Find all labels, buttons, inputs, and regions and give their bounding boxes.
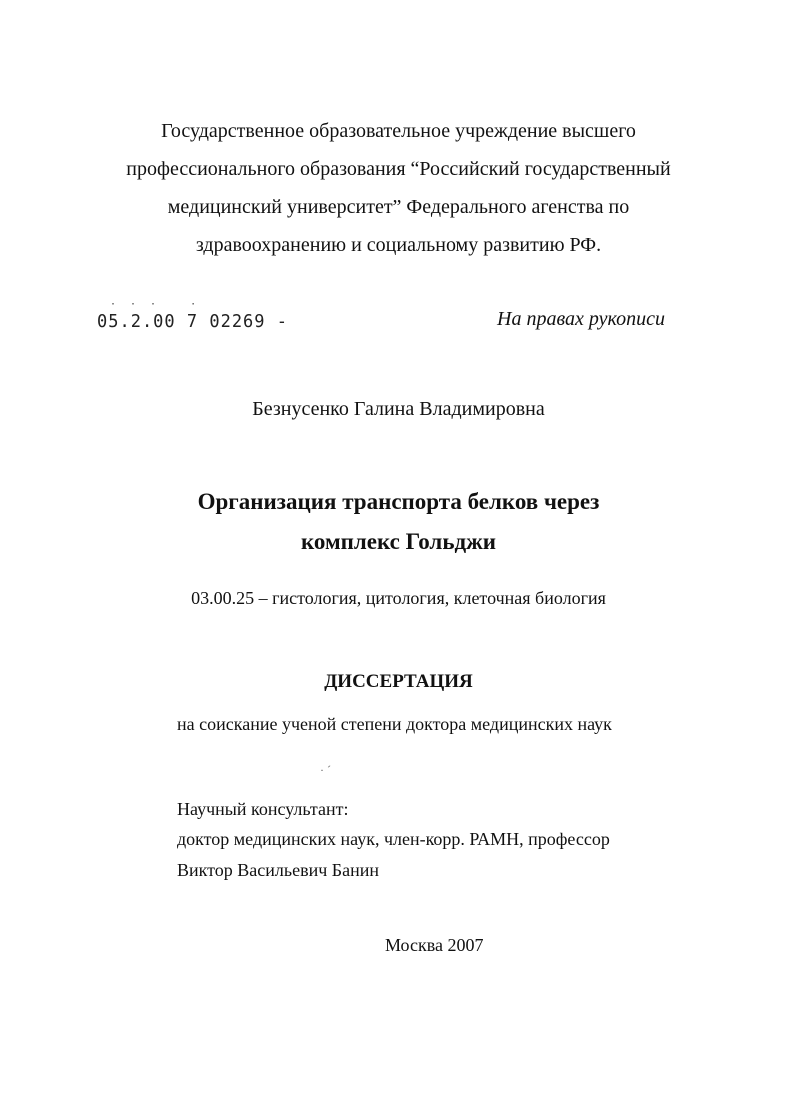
title-line: Организация транспорта белков через [197, 489, 600, 514]
institution-line: здравоохранению и социальному развитию РФ. [195, 234, 602, 256]
degree-statement: на соискание ученой степени доктора медицинских наук [177, 714, 612, 734]
catalog-stamp-dots: ··· · [110, 299, 211, 310]
consultant-label: Научный консультант: [177, 799, 349, 819]
author-name: Безнусенко Галина Владимировна [252, 398, 545, 420]
institution-line: профессионального образования “Российский государственный [126, 158, 671, 180]
institution-line: медицинский университет” Федерального агенства по [167, 196, 630, 218]
title-line: комплекс Гольджи [300, 529, 497, 554]
consultant-name: Виктор Васильевич Банин [177, 860, 379, 880]
specialty-code: 03.00.25 – гистология, цитология, клеточная биология [191, 588, 606, 608]
document-type: ДИССЕРТАЦИЯ [324, 671, 473, 692]
institution-line: Государственное образовательное учреждение высшего [161, 120, 636, 142]
city-year: Москва 2007 [385, 935, 484, 955]
rights-note: На правах рукописи [497, 308, 665, 330]
institution-block [0, 118, 797, 270]
dissertation-title [0, 487, 797, 567]
consultant-title: доктор медицинских наук, член-корр. РАМН, профессор [177, 829, 610, 849]
scan-speck: · ´ [320, 763, 331, 777]
catalog-number-stamp: 05.2.00 7 02269 - [97, 311, 288, 333]
